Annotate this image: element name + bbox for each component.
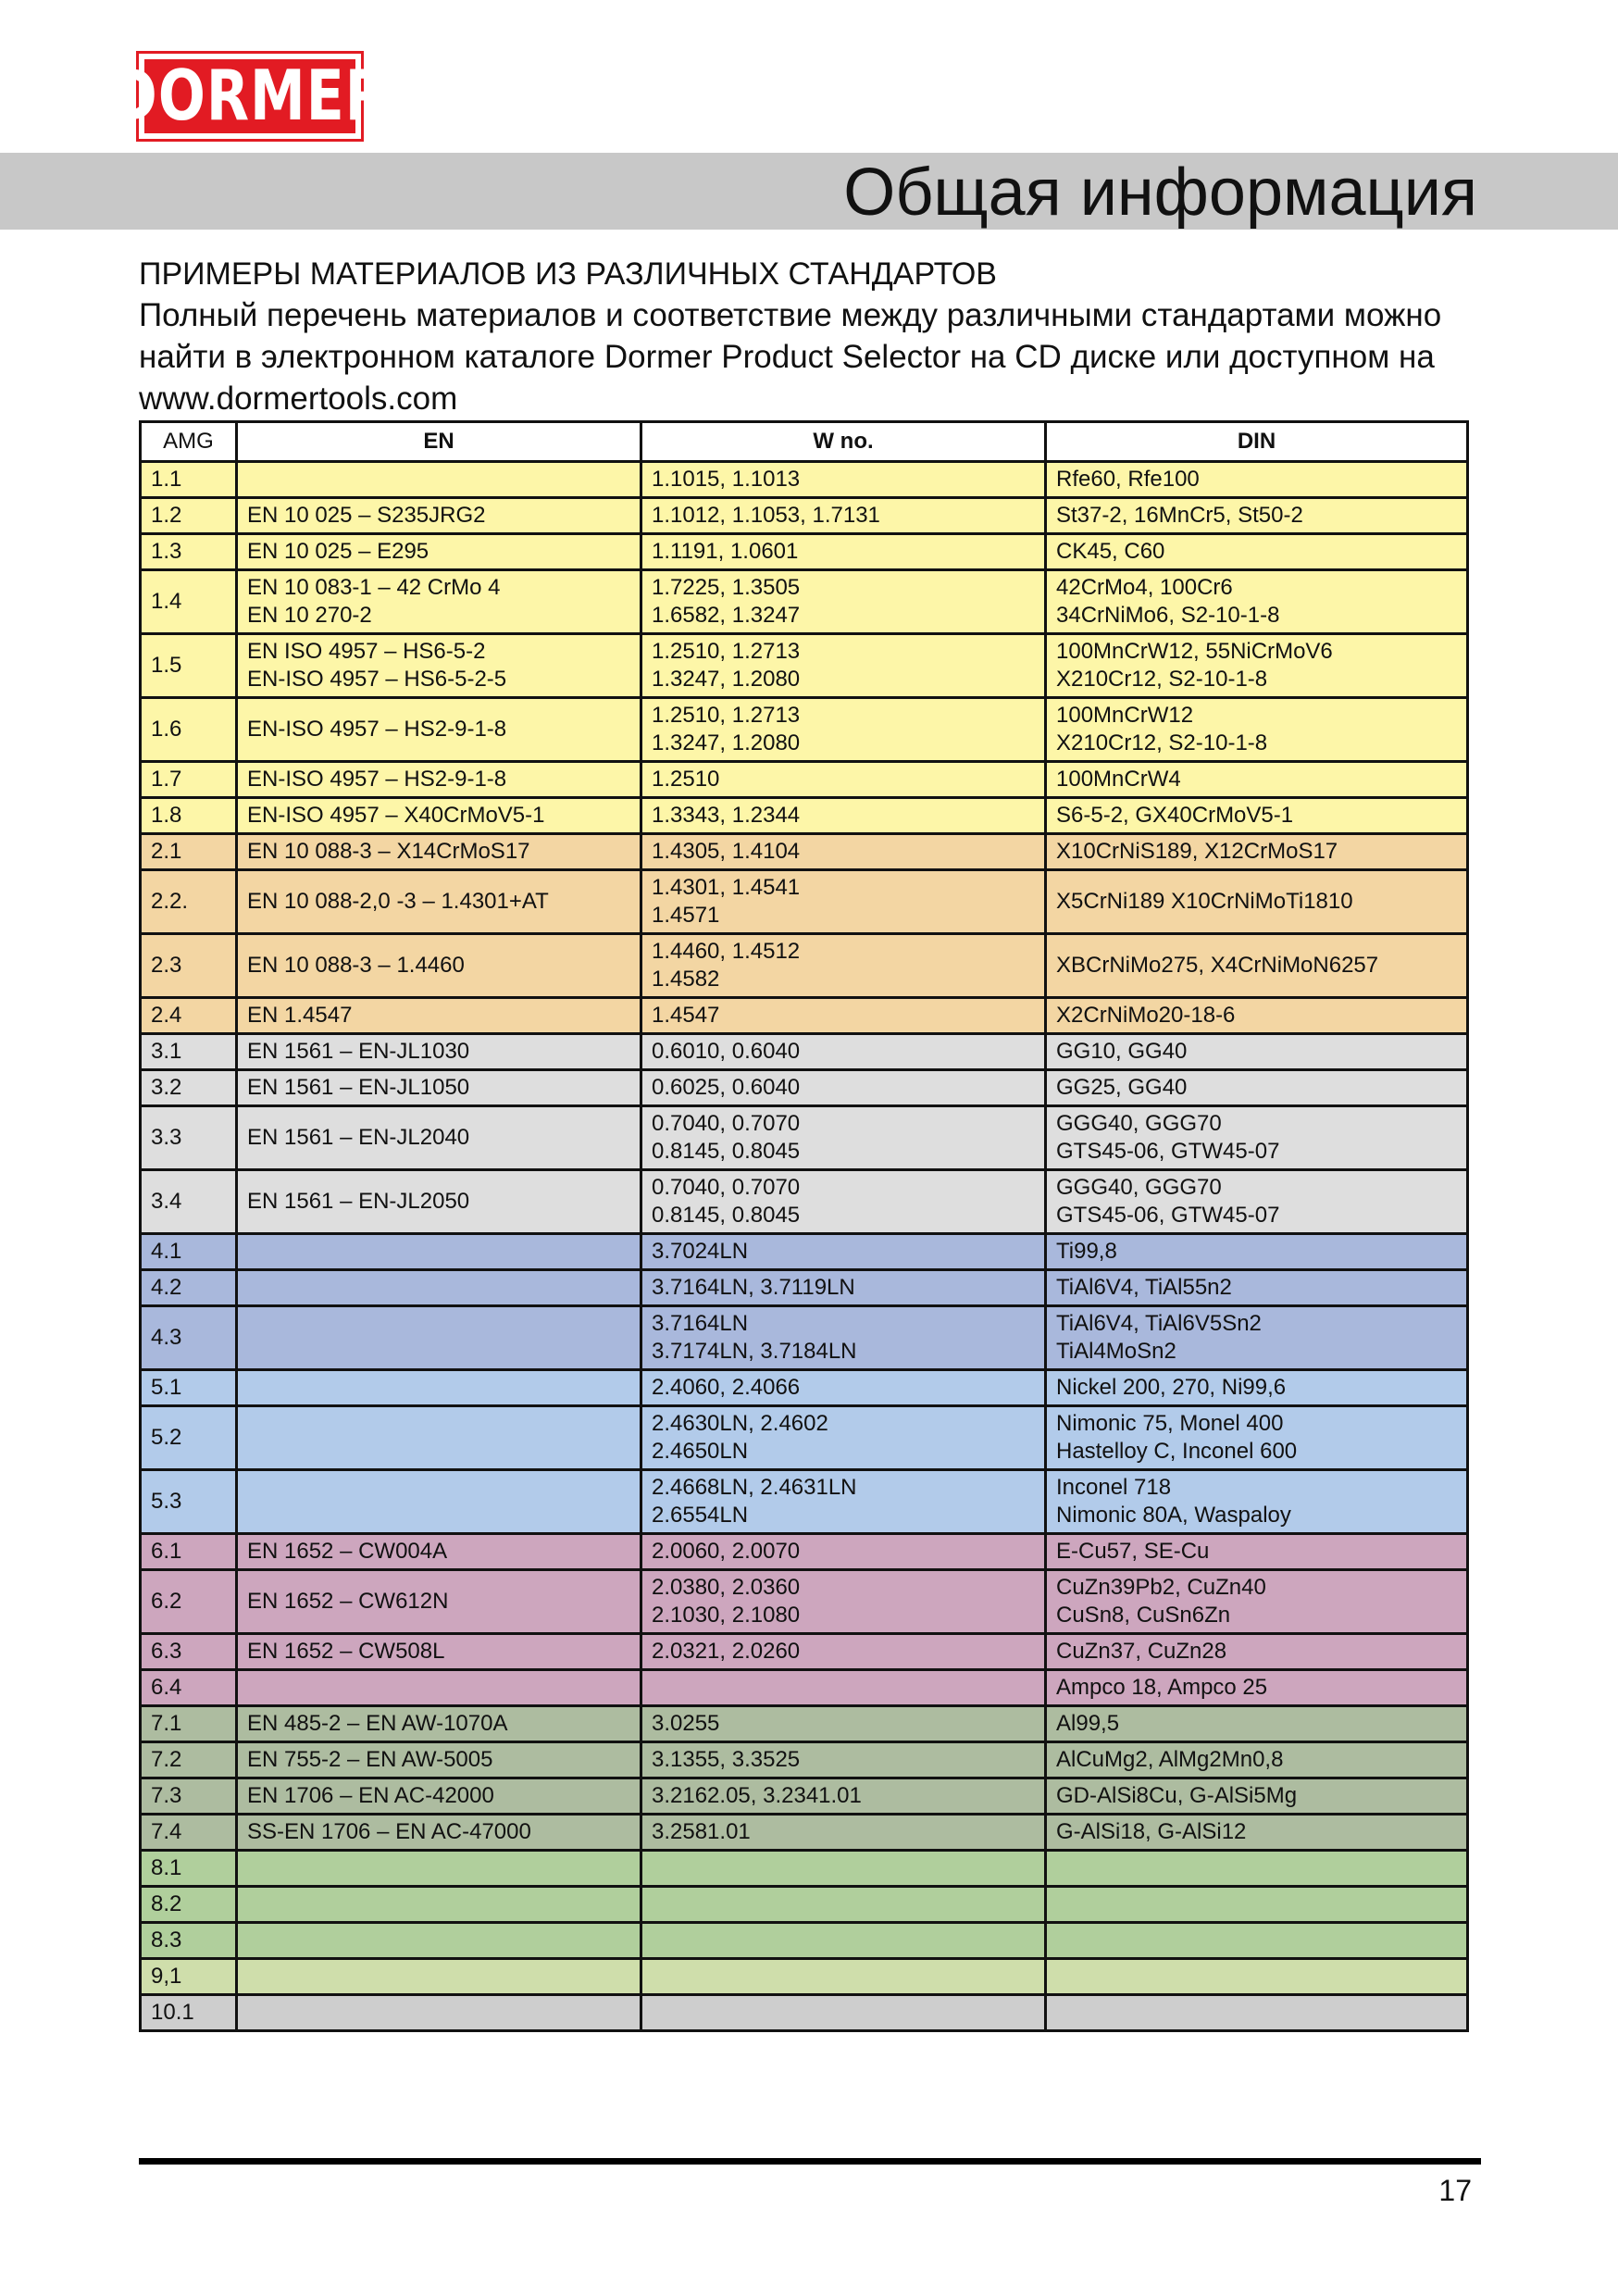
- cell-line: GG10, GG40: [1056, 1039, 1188, 1064]
- cell-wno: [641, 534, 1046, 570]
- cell-din: [1046, 1370, 1468, 1406]
- cell-wno: [641, 1778, 1046, 1815]
- cell-wno: [641, 998, 1046, 1034]
- table-row: [141, 798, 1468, 834]
- cell-line: EN 10 270-2: [247, 603, 372, 628]
- page-number: 17: [1438, 2174, 1472, 2207]
- cell-en: [237, 1778, 641, 1815]
- cell-line: 3.7024LN: [652, 1239, 749, 1264]
- cell-line: 0.7040, 0.7070: [652, 1111, 801, 1136]
- cell-line: EN 10 083-1 – 42 CrMo 4: [247, 575, 501, 600]
- cell-din: [1046, 1887, 1468, 1923]
- cell-line: 3.2581.01: [652, 1819, 751, 1844]
- cell-line: G-AlSi18, G-AlSi12: [1056, 1819, 1247, 1844]
- bottom-rule: [139, 2158, 1481, 2165]
- table-row: [141, 1070, 1468, 1106]
- cell-wno: [641, 698, 1046, 762]
- cell-line: 0.7040, 0.7070: [652, 1175, 801, 1200]
- cell-en: [237, 1706, 641, 1742]
- cell-amg: 6.2: [141, 1570, 237, 1634]
- cell-line: 1.4582: [652, 967, 720, 992]
- cell-din: [1046, 1815, 1468, 1851]
- cell-din: [1046, 1534, 1468, 1570]
- cell-line: CuSn8, CuSn6Zn: [1056, 1603, 1231, 1628]
- cell-line: CuZn37, CuZn28: [1056, 1639, 1227, 1664]
- cell-wno: [641, 834, 1046, 870]
- cell-wno: [641, 1170, 1046, 1234]
- table-row: [141, 1534, 1468, 1570]
- cell-line: Nimonic 80A, Waspaloy: [1056, 1503, 1291, 1528]
- table-row: [141, 1470, 1468, 1534]
- cell-line: 3.7174LN, 3.7184LN: [652, 1339, 857, 1364]
- table-row: [141, 462, 1468, 498]
- table-body: [141, 462, 1468, 2031]
- table-row: [141, 834, 1468, 870]
- table-header-row: [141, 422, 1468, 462]
- cell-line: 3.1355, 3.3525: [652, 1747, 801, 1772]
- cell-din: [1046, 1851, 1468, 1887]
- table-row: [141, 698, 1468, 762]
- cell-line: 0.6010, 0.6040: [652, 1039, 801, 1064]
- cell-line: GGG40, GGG70: [1056, 1175, 1222, 1200]
- cell-line: XBCrNiMo275, X4CrNiMoN6257: [1056, 953, 1379, 978]
- cell-line: EN 10 088-3 – 1.4460: [247, 953, 465, 978]
- cell-amg: 1.8: [141, 798, 237, 834]
- cell-en: [237, 1406, 641, 1470]
- cell-en: [237, 534, 641, 570]
- cell-din: [1046, 1670, 1468, 1706]
- page-title: Общая информация: [843, 156, 1477, 230]
- cell-line: EN 10 088-3 – X14CrMoS17: [247, 839, 530, 864]
- cell-line: GGG40, GGG70: [1056, 1111, 1222, 1136]
- cell-din: [1046, 1170, 1468, 1234]
- cell-wno: [641, 1923, 1046, 1959]
- cell-line: TiAl4MoSn2: [1056, 1339, 1176, 1364]
- cell-line: Rfe60, Rfe100: [1056, 467, 1200, 492]
- cell-amg: 1.6: [141, 698, 237, 762]
- cell-line: 0.8145, 0.8045: [652, 1203, 801, 1228]
- cell-wno: [641, 1406, 1046, 1470]
- cell-wno: [641, 1106, 1046, 1170]
- cell-din: [1046, 534, 1468, 570]
- cell-en: [237, 1959, 641, 1995]
- cell-wno: [641, 1234, 1046, 1270]
- cell-line: 3.7164LN: [652, 1311, 749, 1336]
- cell-amg: 1.7: [141, 762, 237, 798]
- cell-din: [1046, 1706, 1468, 1742]
- cell-line: 1.4301, 1.4541: [652, 875, 801, 900]
- cell-en: [237, 1923, 641, 1959]
- cell-line: GTS45-06, GTW45-07: [1056, 1203, 1280, 1228]
- cell-line: 1.4547: [652, 1003, 720, 1028]
- table-row: [141, 1887, 1468, 1923]
- cell-amg: 5.2: [141, 1406, 237, 1470]
- cell-en: [237, 1106, 641, 1170]
- cell-line: 2.4060, 2.4066: [652, 1375, 801, 1400]
- cell-en: [237, 1370, 641, 1406]
- cell-amg: 2.2.: [141, 870, 237, 934]
- cell-en: [237, 834, 641, 870]
- cell-en: [237, 634, 641, 698]
- cell-amg: 3.4: [141, 1170, 237, 1234]
- table-row: [141, 1815, 1468, 1851]
- cell-wno: [641, 1706, 1046, 1742]
- cell-wno: [641, 1370, 1046, 1406]
- cell-din: [1046, 634, 1468, 698]
- cell-amg: 6.4: [141, 1670, 237, 1706]
- cell-line: TiAl6V4, TiAl55n2: [1056, 1275, 1232, 1300]
- cell-line: 2.4630LN, 2.4602: [652, 1411, 828, 1436]
- cell-wno: [641, 1670, 1046, 1706]
- cell-en: [237, 1887, 641, 1923]
- cell-line: 1.2510, 1.2713: [652, 703, 801, 728]
- cell-line: TiAl6V4, TiAl6V5Sn2: [1056, 1311, 1262, 1336]
- cell-en: [237, 1815, 641, 1851]
- cell-line: 100MnCrW12: [1056, 703, 1194, 728]
- cell-line: Nimonic 75, Monel 400: [1056, 1411, 1284, 1436]
- cell-line: 1.1015, 1.1013: [652, 467, 801, 492]
- cell-amg: 2.1: [141, 834, 237, 870]
- table-row: [141, 1995, 1468, 2031]
- title-band: [0, 153, 1618, 230]
- cell-din: [1046, 1570, 1468, 1634]
- cell-amg: 5.1: [141, 1370, 237, 1406]
- table-row: [141, 1706, 1468, 1742]
- cell-line: 0.8145, 0.8045: [652, 1139, 801, 1164]
- cell-din: [1046, 834, 1468, 870]
- cell-wno: [641, 1270, 1046, 1306]
- table-row: [141, 1370, 1468, 1406]
- cell-line: Hastelloy C, Inconel 600: [1056, 1439, 1298, 1464]
- cell-amg: 2.3: [141, 934, 237, 998]
- table-row: [141, 1742, 1468, 1778]
- table-row: [141, 870, 1468, 934]
- cell-line: 0.6025, 0.6040: [652, 1075, 801, 1100]
- table-row: [141, 1106, 1468, 1170]
- cell-line: EN 1561 – EN-JL2040: [247, 1125, 470, 1150]
- cell-line: EN 1706 – EN AC-42000: [247, 1783, 494, 1808]
- cell-line: 1.4305, 1.4104: [652, 839, 801, 864]
- cell-amg: 6.1: [141, 1534, 237, 1570]
- cell-line: 2.0321, 2.0260: [652, 1639, 801, 1664]
- cell-wno: [641, 1815, 1046, 1851]
- cell-line: 1.7225, 1.3505: [652, 575, 801, 600]
- cell-line: 1.1191, 1.0601: [652, 539, 799, 564]
- table-row: [141, 1270, 1468, 1306]
- cell-din: [1046, 1634, 1468, 1670]
- cell-en: [237, 1034, 641, 1070]
- cell-en: [237, 1995, 641, 2031]
- cell-line: 1.4460, 1.4512: [652, 939, 801, 964]
- cell-line: Ti99,8: [1056, 1239, 1117, 1264]
- cell-din: [1046, 1995, 1468, 2031]
- cell-amg: 1.2: [141, 498, 237, 534]
- cell-line: 3.7164LN, 3.7119LN: [652, 1275, 855, 1300]
- cell-line: GTS45-06, GTW45-07: [1056, 1139, 1280, 1164]
- cell-line: 1.1012, 1.1053, 1.7131: [652, 503, 880, 528]
- cell-wno: [641, 1995, 1046, 2031]
- cell-din: [1046, 1923, 1468, 1959]
- cell-amg: 1.5: [141, 634, 237, 698]
- cell-line: EN 1.4547: [247, 1003, 353, 1028]
- table-row: [141, 1634, 1468, 1670]
- cell-amg: 8.2: [141, 1887, 237, 1923]
- cell-amg: 7.1: [141, 1706, 237, 1742]
- cell-amg: 3.1: [141, 1034, 237, 1070]
- cell-en: [237, 570, 641, 634]
- cell-line: 3.2162.05, 3.2341.01: [652, 1783, 862, 1808]
- header-din: DIN: [1046, 422, 1468, 462]
- cell-din: [1046, 1070, 1468, 1106]
- cell-amg: 6.3: [141, 1634, 237, 1670]
- cell-din: [1046, 1406, 1468, 1470]
- cell-en: [237, 1570, 641, 1634]
- cell-line: 2.1030, 2.1080: [652, 1603, 801, 1628]
- cell-line: AlCuMg2, AlMg2Mn0,8: [1056, 1747, 1284, 1772]
- cell-line: 2.0380, 2.0360: [652, 1575, 801, 1600]
- cell-line: EN ISO 4957 – HS6-5-2: [247, 639, 486, 664]
- table-row: [141, 1306, 1468, 1370]
- cell-din: [1046, 570, 1468, 634]
- cell-line: EN 485-2 – EN AW-1070A: [247, 1711, 508, 1736]
- cell-wno: [641, 1959, 1046, 1995]
- cell-line: Ampco 18, Ampco 25: [1056, 1675, 1268, 1700]
- cell-wno: [641, 934, 1046, 998]
- cell-line: X210Cr12, S2-10-1-8: [1056, 667, 1268, 692]
- cell-line: EN 1561 – EN-JL1030: [247, 1039, 470, 1064]
- cell-line: 42CrMo4, 100Cr6: [1056, 575, 1233, 600]
- cell-din: [1046, 762, 1468, 798]
- cell-wno: [641, 1070, 1046, 1106]
- cell-din: [1046, 1470, 1468, 1534]
- cell-din: [1046, 998, 1468, 1034]
- cell-line: EN 1652 – CW508L: [247, 1639, 445, 1664]
- cell-en: [237, 498, 641, 534]
- cell-line: X2CrNiMo20-18-6: [1056, 1003, 1236, 1028]
- cell-line: EN-ISO 4957 – X40CrMoV5-1: [247, 803, 545, 828]
- cell-line: 1.4571: [652, 903, 720, 928]
- cell-wno: [641, 762, 1046, 798]
- cell-line: 1.6582, 1.3247: [652, 603, 801, 628]
- cell-din: [1046, 698, 1468, 762]
- table-row: [141, 534, 1468, 570]
- cell-line: SS-EN 1706 – EN AC-47000: [247, 1819, 531, 1844]
- cell-din: [1046, 462, 1468, 498]
- cell-line: E-Cu57, SE-Cu: [1056, 1539, 1210, 1564]
- cell-wno: [641, 1534, 1046, 1570]
- cell-amg: 10.1: [141, 1995, 237, 2031]
- cell-line: Al99,5: [1056, 1711, 1120, 1736]
- cell-amg: 1.3: [141, 534, 237, 570]
- cell-line: GD-AlSi8Cu, G-AlSi5Mg: [1056, 1783, 1298, 1808]
- cell-wno: [641, 498, 1046, 534]
- table-row: [141, 570, 1468, 634]
- cell-line: 1.2510, 1.2713: [652, 639, 801, 664]
- cell-wno: [641, 1306, 1046, 1370]
- cell-en: [237, 462, 641, 498]
- table-row: [141, 1923, 1468, 1959]
- header-en: EN: [237, 422, 641, 462]
- cell-en: [237, 1234, 641, 1270]
- cell-wno: [641, 570, 1046, 634]
- cell-en: [237, 1851, 641, 1887]
- cell-line: EN-ISO 4957 – HS2-9-1-8: [247, 717, 507, 742]
- cell-en: [237, 1634, 641, 1670]
- cell-amg: 3.3: [141, 1106, 237, 1170]
- cell-line: EN 10 025 – S235JRG2: [247, 503, 486, 528]
- cell-wno: [641, 1851, 1046, 1887]
- cell-line: EN-ISO 4957 – HS2-9-1-8: [247, 767, 507, 792]
- cell-din: [1046, 1270, 1468, 1306]
- cell-din: [1046, 1742, 1468, 1778]
- cell-line: CK45, C60: [1056, 539, 1165, 564]
- cell-line: 2.4668LN, 2.4631LN: [652, 1475, 857, 1500]
- cell-en: [237, 762, 641, 798]
- dormer-logo: [111, 54, 389, 139]
- cell-wno: [641, 1470, 1046, 1534]
- cell-amg: 2.4: [141, 998, 237, 1034]
- logo-text: DORMER: [111, 56, 389, 137]
- cell-line: EN-ISO 4957 – HS6-5-2-5: [247, 667, 507, 692]
- cell-wno: [641, 870, 1046, 934]
- header-amg: AMG: [141, 422, 237, 462]
- materials-table: [139, 420, 1469, 2032]
- table-row: [141, 1406, 1468, 1470]
- cell-line: EN 10 088-2,0 -3 – 1.4301+AT: [247, 889, 549, 914]
- cell-line: 100MnCrW12, 55NiCrMoV6: [1056, 639, 1333, 664]
- cell-wno: [641, 1742, 1046, 1778]
- cell-din: [1046, 1306, 1468, 1370]
- table-row: [141, 1170, 1468, 1234]
- cell-amg: 4.2: [141, 1270, 237, 1306]
- table-row: [141, 934, 1468, 998]
- cell-line: GG25, GG40: [1056, 1075, 1188, 1100]
- cell-wno: [641, 634, 1046, 698]
- cell-din: [1046, 870, 1468, 934]
- table-row: [141, 1959, 1468, 1995]
- cell-din: [1046, 1959, 1468, 1995]
- cell-line: 1.3343, 1.2344: [652, 803, 801, 828]
- cell-wno: [641, 1034, 1046, 1070]
- cell-din: [1046, 1778, 1468, 1815]
- cell-amg: 1.1: [141, 462, 237, 498]
- table-row: [141, 1570, 1468, 1634]
- cell-amg: 9,1: [141, 1959, 237, 1995]
- section-heading: ПРИМЕРЫ МАТЕРИАЛОВ ИЗ РАЗЛИЧНЫХ СТАНДАРТОВ: [139, 256, 997, 292]
- cell-line: 1.3247, 1.2080: [652, 667, 801, 692]
- cell-line: X10CrNiS189, X12CrMoS17: [1056, 839, 1338, 864]
- cell-din: [1046, 798, 1468, 834]
- cell-amg: 5.3: [141, 1470, 237, 1534]
- cell-line: EN 10 025 – E295: [247, 539, 429, 564]
- cell-line: X210Cr12, S2-10-1-8: [1056, 730, 1268, 755]
- cell-line: St37-2, 16MnCr5, St50-2: [1056, 503, 1303, 528]
- cell-line: EN 755-2 – EN AW-5005: [247, 1747, 493, 1772]
- cell-amg: 4.3: [141, 1306, 237, 1370]
- cell-line: X5CrNi189 X10CrNiMoTi1810: [1056, 889, 1353, 914]
- cell-amg: 4.1: [141, 1234, 237, 1270]
- cell-line: 2.0060, 2.0070: [652, 1539, 801, 1564]
- cell-line: CuZn39Pb2, CuZn40: [1056, 1575, 1266, 1600]
- cell-wno: [641, 798, 1046, 834]
- cell-line: EN 1652 – CW004A: [247, 1539, 448, 1564]
- table-row: [141, 1234, 1468, 1270]
- cell-line: S6-5-2, GX40CrMoV5-1: [1056, 803, 1294, 828]
- table-row: [141, 1778, 1468, 1815]
- cell-line: 3.0255: [652, 1711, 720, 1736]
- cell-line: EN 1652 – CW612N: [247, 1589, 449, 1614]
- cell-amg: 7.2: [141, 1742, 237, 1778]
- cell-en: [237, 1470, 641, 1534]
- cell-line: EN 1561 – EN-JL2050: [247, 1189, 470, 1214]
- cell-line: 100MnCrW4: [1056, 767, 1181, 792]
- cell-line: 1.3247, 1.2080: [652, 730, 801, 755]
- cell-wno: [641, 462, 1046, 498]
- cell-en: [237, 1270, 641, 1306]
- header-wno: W no.: [641, 422, 1046, 462]
- cell-line: Inconel 718: [1056, 1475, 1172, 1500]
- cell-en: [237, 870, 641, 934]
- cell-din: [1046, 934, 1468, 998]
- table-row: [141, 1034, 1468, 1070]
- cell-en: [237, 934, 641, 998]
- table-row: [141, 1670, 1468, 1706]
- cell-amg: 8.1: [141, 1851, 237, 1887]
- cell-line: 2.6554LN: [652, 1503, 749, 1528]
- cell-en: [237, 798, 641, 834]
- cell-wno: [641, 1634, 1046, 1670]
- cell-en: [237, 698, 641, 762]
- cell-en: [237, 1534, 641, 1570]
- table-row: [141, 762, 1468, 798]
- cell-din: [1046, 498, 1468, 534]
- cell-amg: 1.4: [141, 570, 237, 634]
- cell-amg: 8.3: [141, 1923, 237, 1959]
- cell-wno: [641, 1570, 1046, 1634]
- cell-en: [237, 1170, 641, 1234]
- cell-din: [1046, 1034, 1468, 1070]
- cell-line: 1.2510: [652, 767, 720, 792]
- cell-amg: 7.3: [141, 1778, 237, 1815]
- table-row: [141, 634, 1468, 698]
- cell-en: [237, 1306, 641, 1370]
- cell-en: [237, 998, 641, 1034]
- table-row: [141, 1851, 1468, 1887]
- cell-en: [237, 1070, 641, 1106]
- cell-line: EN 1561 – EN-JL1050: [247, 1075, 470, 1100]
- intro-text: Полный перечень материалов и соответствие между различными стандартами можно найти в электронном каталоге Dormer Product Selector на CD диске или доступном на www.dormertools.com: [139, 297, 1442, 417]
- cell-line: 2.4650LN: [652, 1439, 749, 1464]
- cell-wno: [641, 1887, 1046, 1923]
- table-row: [141, 998, 1468, 1034]
- cell-din: [1046, 1106, 1468, 1170]
- cell-en: [237, 1670, 641, 1706]
- cell-amg: 7.4: [141, 1815, 237, 1851]
- table-row: [141, 498, 1468, 534]
- cell-en: [237, 1742, 641, 1778]
- cell-line: 34CrNiMo6, S2-10-1-8: [1056, 603, 1280, 628]
- cell-line: Nickel 200, 270, Ni99,6: [1056, 1375, 1287, 1400]
- cell-din: [1046, 1234, 1468, 1270]
- cell-amg: 3.2: [141, 1070, 237, 1106]
